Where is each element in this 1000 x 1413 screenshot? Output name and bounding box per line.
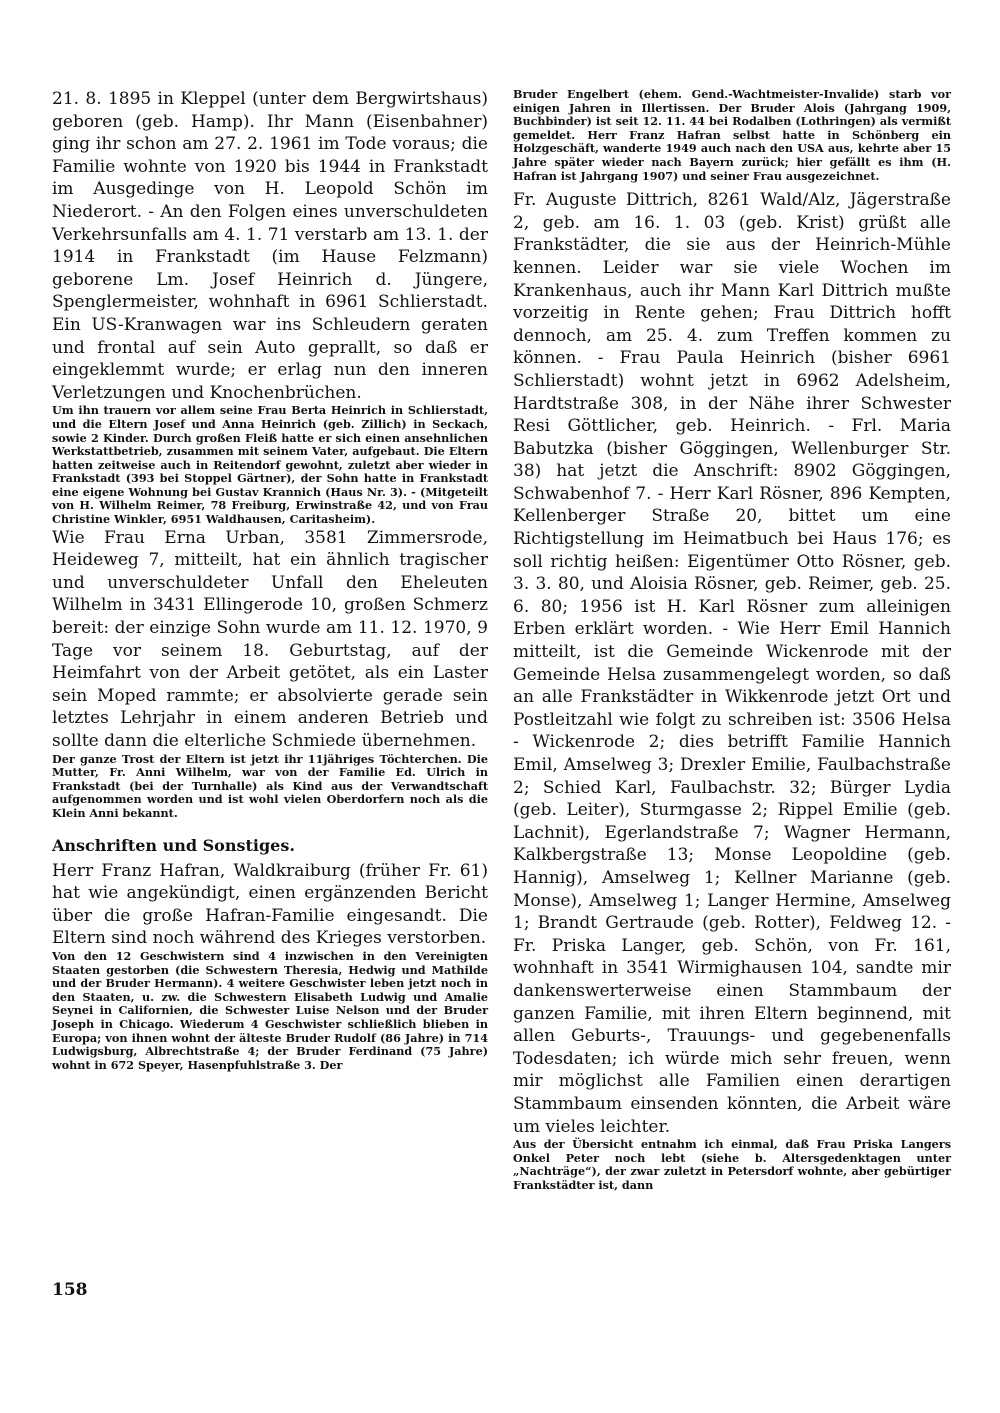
paragraph-wilhelm-accident: Wie Frau Erna Urban, 3581 Zimmersrode, Heideweg 7, mitteilt, hat ein ähnlich tragischer und unverschuldeter Unfall den Eheleuten Wilhelm in 3431 Ellingerode 10, großen Schmerz bereit: der einzige Sohn wurde am 11. 12. 1970, 9 Tage vor seinem 18. Geburtstag, auf der Heimfahrt von der Arbeit getötet, als ein Laster sein Moped rammte; er absolvierte gerade sein letztes Lehrjahr in einem anderen Betrieb und sollte dann die elterliche Schmiede übernehmen. bbox=[52, 527, 488, 751]
note-wilhelm-family: Der ganze Trost der Eltern ist jetzt ihr 11jähriges Töchterchen. Die Mutter, Fr. Anni Wilhelm, war von der Familie Ed. Ulrich in Frankstadt (bei der Turnhalle) als Kind aus der Verwandtschaft aufgenommen worden und ist wohl vielen Oberdorfern noch als die Klein Anni bekannt. bbox=[52, 751, 488, 820]
note-hafran-siblings: Von den 12 Geschwistern sind 4 inzwischen in den Vereinigten Staaten gestorben (die Schwestern Theresia, Hedwig und Mathilde und der Bruder Hermann). 4 weitere Geschwister leben jetzt noch in den Staaten, u. zw. die Schwestern Elisabeth Ludwig und Amalie Seynei in Californien, die Schwester Luise Nelson und der Bruder Joseph in Chicago. Wiederum 4 Geschwister schließlich blieben in Europa; von ihnen wohnt der älteste Bruder Rudolf (86 Jahre) in 714 Ludwigsburg, Albrechtstraße 4; der Bruder Ferdinand (75 Jahre) wohnt in 672 Speyer, Hasenpfuhlstraße 3. Der bbox=[52, 948, 488, 1072]
note-heinrich-family: Um ihn trauern vor allem seine Frau Berta Heinrich in Schlierstadt, und die Eltern Josef und Anna Heinrich (geb. Zillich) in Seckach, sowie 2 Kinder. Durch großen Fleiß hatte er sich einen ansehnlichen Werkstattbetrieb, zusammen mit seinem Vater, aufgebaut. Die Eltern hatten zeitweise auch in Reitendorf gewohnt, zuletzt aber wieder in Frankstadt (393 bei Stoppel Gärtner), der Sohn hatte in Frankstadt eine eigene Wohnung bei Gustav Krannich (Haus Nr. 3). - (Mitgeteilt von H. Wilhelm Reimer, 78 Freiburg, Erwinstraße 42, und von Frau Christine Winkler, 6951 Waldhausen, Caritasheim). bbox=[52, 403, 488, 527]
page-number: 158 bbox=[52, 1280, 88, 1300]
left-column bbox=[52, 88, 488, 1072]
note-langer-uncle: Aus der Übersicht entnahm ich einmal, daß Frau Priska Langers Onkel Peter noch lebt (siehe b. Altersgedenktagen unter „Nachträge“), der zwar zuletzt in Petersdorf wohnte, aber gebürtiger Frankstädter ist, dann bbox=[513, 1137, 951, 1192]
paragraph-addresses: Fr. Auguste Dittrich, 8261 Wald/Alz, Jägerstraße 2, geb. am 16. 1. 03 (geb. Krist) grüßt alle Frankstädter, die sie aus der Heinrich-Mühle kennen. Leider war sie viele Wochen im Krankenhaus, auch ihr Mann Karl Dittrich mußte vorzeitig in Rente gehen; Frau Dittrich hofft dennoch, am 25. 4. zum Treffen kommen zu können. - Frau Paula Heinrich (bisher 6961 Schlierstadt) wohnt jetzt in 6962 Adelsheim, Hardtstraße 308, in der Nähe ihrer Schwester Resi Göttlicher, geb. Heinrich. - Frl. Maria Babutzka (bisher Göggingen, Wellenburger Str. 38) hat jetzt die Anschrift: 8902 Göggingen, Schwabenhof 7. - Herr Karl Rösner, 896 Kempten, Kellenberger Straße 20, bittet um eine Richtigstellung im Heimatbuch bei Haus 176; es soll richtig heißen: Eigentümer Otto Rösner, geb. 3. 3. 80, und Aloisia Rösner, geb. Reimer, geb. 25. 6. 80; 1956 ist H. Karl Rösner zum alleinigen Erben erklärt worden. - Wie Herr Emil Hannich mitteilt, ist die Gemeinde Wickenrode mit der Gemeinde Helsa zusammengelegt worden, so daß an alle Frankstädter in Wikkenrode jetzt Ort und Postleitzahl wie folgt zu schreiben ist: 3506 Helsa - Wickenrode 2; dies betrifft Familie Hannich Emil, Amselweg 3; Drexler Emilie, Faulbachstraße 2; Schied Karl, Faulbachstr. 32; Bürger Lydia (geb. Leiter), Sturmgasse 2; Rippel Emilie (geb. Lachnit), Egerlandstraße 7; Wagner Hermann, Kalkbergstraße 13; Monse Leopoldine (geb. Hannig), Amselweg 1; Kellner Marianne (geb. Monse), Amselweg 1; Langer Hermine, Amselweg 1; Brandt Gertraude (geb. Rotter), Feldweg 12. - Fr. Priska Langer, geb. Schön, von Fr. 161, wohnhaft in 3541 Wirmighausen 104, sandte mir dankenswerterweise einen Stammbaum der ganzen Familie, mit ihren Eltern beginnend, mit allen Geburts-, Trauungs- und gegebenenfalls Todesdaten; ich würde mich sehr freuen, wenn mir möglichst alle Familien einen derartigen Stammbaum einsenden könnten, die Arbeit wäre um vieles leichter. bbox=[513, 190, 951, 1137]
paragraph-heinrich-obituary: 21. 8. 1895 in Kleppel (unter dem Bergwirtshaus) geboren (geb. Hamp). Ihr Mann (Eisenbahner) ging ihr schon am 27. 2. 1961 im Tode voraus; die Familie wohnte von 1920 bis 1944 in Frankstadt im Ausgedinge von H. Leopold Schön im Niederort. - An den Folgen eines unverschuldeten Verkehrsunfalls am 4. 1. 71 verstarb am 13. 1. der 1914 in Frankstadt (im Hause Felzmann) geborene Lm. Josef Heinrich d. Jüngere, Spenglermeister, wohnhaft in 6961 Schlierstadt. Ein US-Kranwagen war ins Schleudern geraten und frontal auf sein Auto geprallt, so daß er eingeklemmt wurde; er erlag nun den inneren Verletzungen und Knochenbrüchen. bbox=[52, 89, 488, 403]
right-column bbox=[513, 88, 951, 1192]
paragraph-hafran-report: Herr Franz Hafran, Waldkraiburg (früher Fr. 61) hat wie angekündigt, einen ergänzenden Bericht über die große Hafran-Familie eingesandt. Die Eltern sind noch während des Krieges verstorben. bbox=[52, 860, 488, 949]
section-heading: Anschriften und Sonstiges. bbox=[52, 835, 295, 855]
note-hafran-brothers: Bruder Engelbert (ehem. Gend.-Wachtmeister-Invalide) starb vor einigen Jahren in Illertissen. Der Bruder Alois (Jahrgang 1909, Buchbinder) ist seit 12. 11. 44 bei Rodalben (Lothringen) als vermißt gemeldet. Herr Franz Hafran selbst hatte in Schönberg ein Holzgeschäft, wanderte 1949 auch nach den USA aus, kehrte aber 15 Jahre später wieder nach Bayern zurück; hier gefällt es ihm (H. Hafran ist Jahrgang 1907) und seiner Frau ausgezeichnet. bbox=[513, 87, 951, 183]
